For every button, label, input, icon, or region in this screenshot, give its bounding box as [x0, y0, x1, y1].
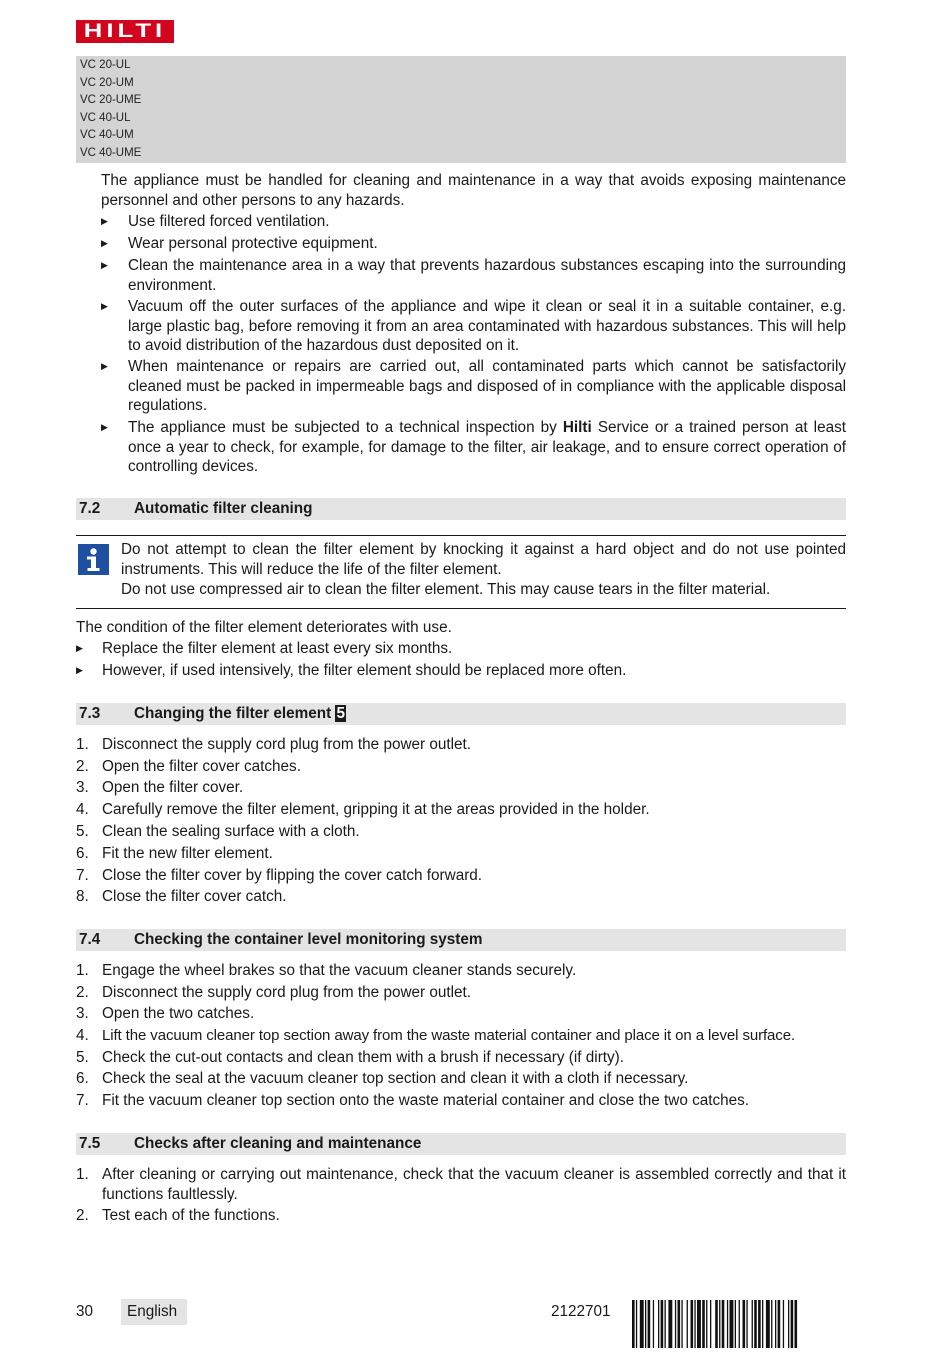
section-number: 7.5 [79, 1135, 101, 1152]
step-text: Open the filter cover. [102, 779, 244, 796]
page-number: 30 [76, 1303, 94, 1320]
step-text: Open the two catches. [102, 1005, 255, 1022]
step-text: Test each of the functions. [102, 1207, 280, 1224]
note-text: Do not use compressed air to clean the filter element. This may cause tears in the filter material. [121, 581, 771, 598]
section-paragraph: The condition of the filter element deteriorates with use. [76, 619, 452, 636]
section-heading [76, 498, 846, 520]
model-item: VC 20-UM [80, 76, 134, 89]
bullet-triangle-icon: ▶ [101, 422, 108, 432]
list-item-text: Wear personal protective equipment. [128, 235, 378, 252]
step-text: Fit the vacuum cleaner top section onto the waste material container and close the two catches. [102, 1092, 750, 1109]
intro-paragraph: The appliance must be handled for cleaning and maintenance in a way that avoids exposing maintenance personnel and other persons to any hazards. [101, 172, 846, 209]
list-item-text [128, 418, 846, 477]
section-heading [76, 929, 846, 951]
section-heading [76, 703, 846, 725]
note-divider [76, 535, 846, 536]
list-item-text: Vacuum off the outer surfaces of the appliance and wipe it clean or seal it in a suitable container, e.g. large plastic bag, before removing it from an area contaminated with hazardous substances. This will help to avoid distribution of the hazardous dust deposited on it. [128, 298, 846, 354]
bullet-triangle-icon: ▶ [101, 238, 108, 248]
section-heading [76, 1133, 846, 1155]
step-text: Close the filter cover catch. [102, 888, 287, 905]
step-text: Open the filter cover catches. [102, 758, 301, 775]
list-item-text: Clean the maintenance area in a way that prevents hazardous substances escaping into the surrounding environment. [128, 257, 846, 294]
figure-ref: 5 [336, 705, 345, 722]
step-text: Check the seal at the vacuum cleaner top section and clean it with a cloth if necessary. [102, 1070, 689, 1087]
brand-name: Hilti [562, 419, 592, 436]
step-text: Disconnect the supply cord plug from the power outlet. [102, 984, 472, 1001]
model-item: VC 20-UL [80, 59, 131, 71]
section-title: Automatic filter cleaning [134, 500, 313, 517]
section-title [134, 703, 346, 725]
model-item: VC 20-UME [80, 94, 142, 107]
text-part: Service or a trained person at least once a year to check, for example, for damage to the filter, air leakage, and to ensure correct operation of controlling devices. [128, 419, 846, 475]
list-item-text: Replace the filter element at least every six months. [102, 640, 453, 657]
logo-text: HILTI [83, 21, 167, 42]
step-text: Engage the wheel brakes so that the vacuum cleaner stands securely. [102, 962, 577, 979]
step-text: Disconnect the supply cord plug from the power outlet. [102, 736, 472, 753]
document-code: 2122701 [551, 1303, 611, 1320]
step-text: Close the filter cover by flipping the cover catch forward. [102, 867, 483, 884]
bullet-triangle-icon: ▶ [76, 643, 83, 653]
step-text: Check the cut-out contacts and clean them with a brush if necessary (if dirty). [102, 1049, 625, 1066]
note-text: Do not attempt to clean the filter element by knocking it against a hard object and do not use pointed instruments. This will reduce the life of the filter element. [121, 541, 846, 578]
section-number: 7.2 [79, 500, 101, 517]
section-title-text: Changing the filter element [134, 705, 332, 722]
list-item-text: When maintenance or repairs are carried out, all contaminated parts which cannot be satisfactorily cleaned must be packed in impermeable bags and disposed of in compliance with the applicable disposal regulations. [128, 358, 846, 414]
step-text: Lift the vacuum cleaner top section away from the waste material container and place it on a level surface. [102, 1027, 796, 1044]
hilti-logo [76, 20, 174, 43]
text-part: The appliance must be subjected to a technical inspection by [128, 419, 563, 436]
model-item: VC 40-UL [80, 111, 131, 124]
list-item-text: Use filtered forced ventilation. [128, 213, 330, 230]
bullet-triangle-icon: ▶ [101, 361, 108, 371]
bullet-triangle-icon: ▶ [101, 260, 108, 270]
step-text: Carefully remove the filter element, gripping it at the areas provided in the holder. [102, 801, 650, 818]
step-text: Clean the sealing surface with a cloth. [102, 823, 360, 840]
step-text: After cleaning or carrying out maintenance, check that the vacuum cleaner is assembled correctly and that it functions faultlessly. [102, 1166, 846, 1203]
model-item: VC 40-UM [80, 129, 134, 142]
section-title: Checking the container level monitoring system [134, 931, 483, 948]
section-title: Checks after cleaning and maintenance [134, 1135, 422, 1152]
bullet-triangle-icon: ▶ [101, 216, 108, 226]
bullet-triangle-icon: ▶ [76, 665, 83, 675]
section-number: 7.4 [79, 931, 101, 948]
bullet-triangle-icon: ▶ [101, 301, 108, 311]
info-icon [78, 544, 109, 575]
model-item: VC 40-UME [80, 146, 142, 159]
barcode-icon [632, 1300, 846, 1348]
step-text: Fit the new filter element. [102, 845, 273, 862]
section-number: 7.3 [79, 705, 101, 722]
language-label: English [121, 1299, 187, 1325]
note-divider [76, 608, 846, 609]
list-item-text: However, if used intensively, the filter element should be replaced more often. [102, 662, 627, 679]
model-list [76, 56, 846, 163]
